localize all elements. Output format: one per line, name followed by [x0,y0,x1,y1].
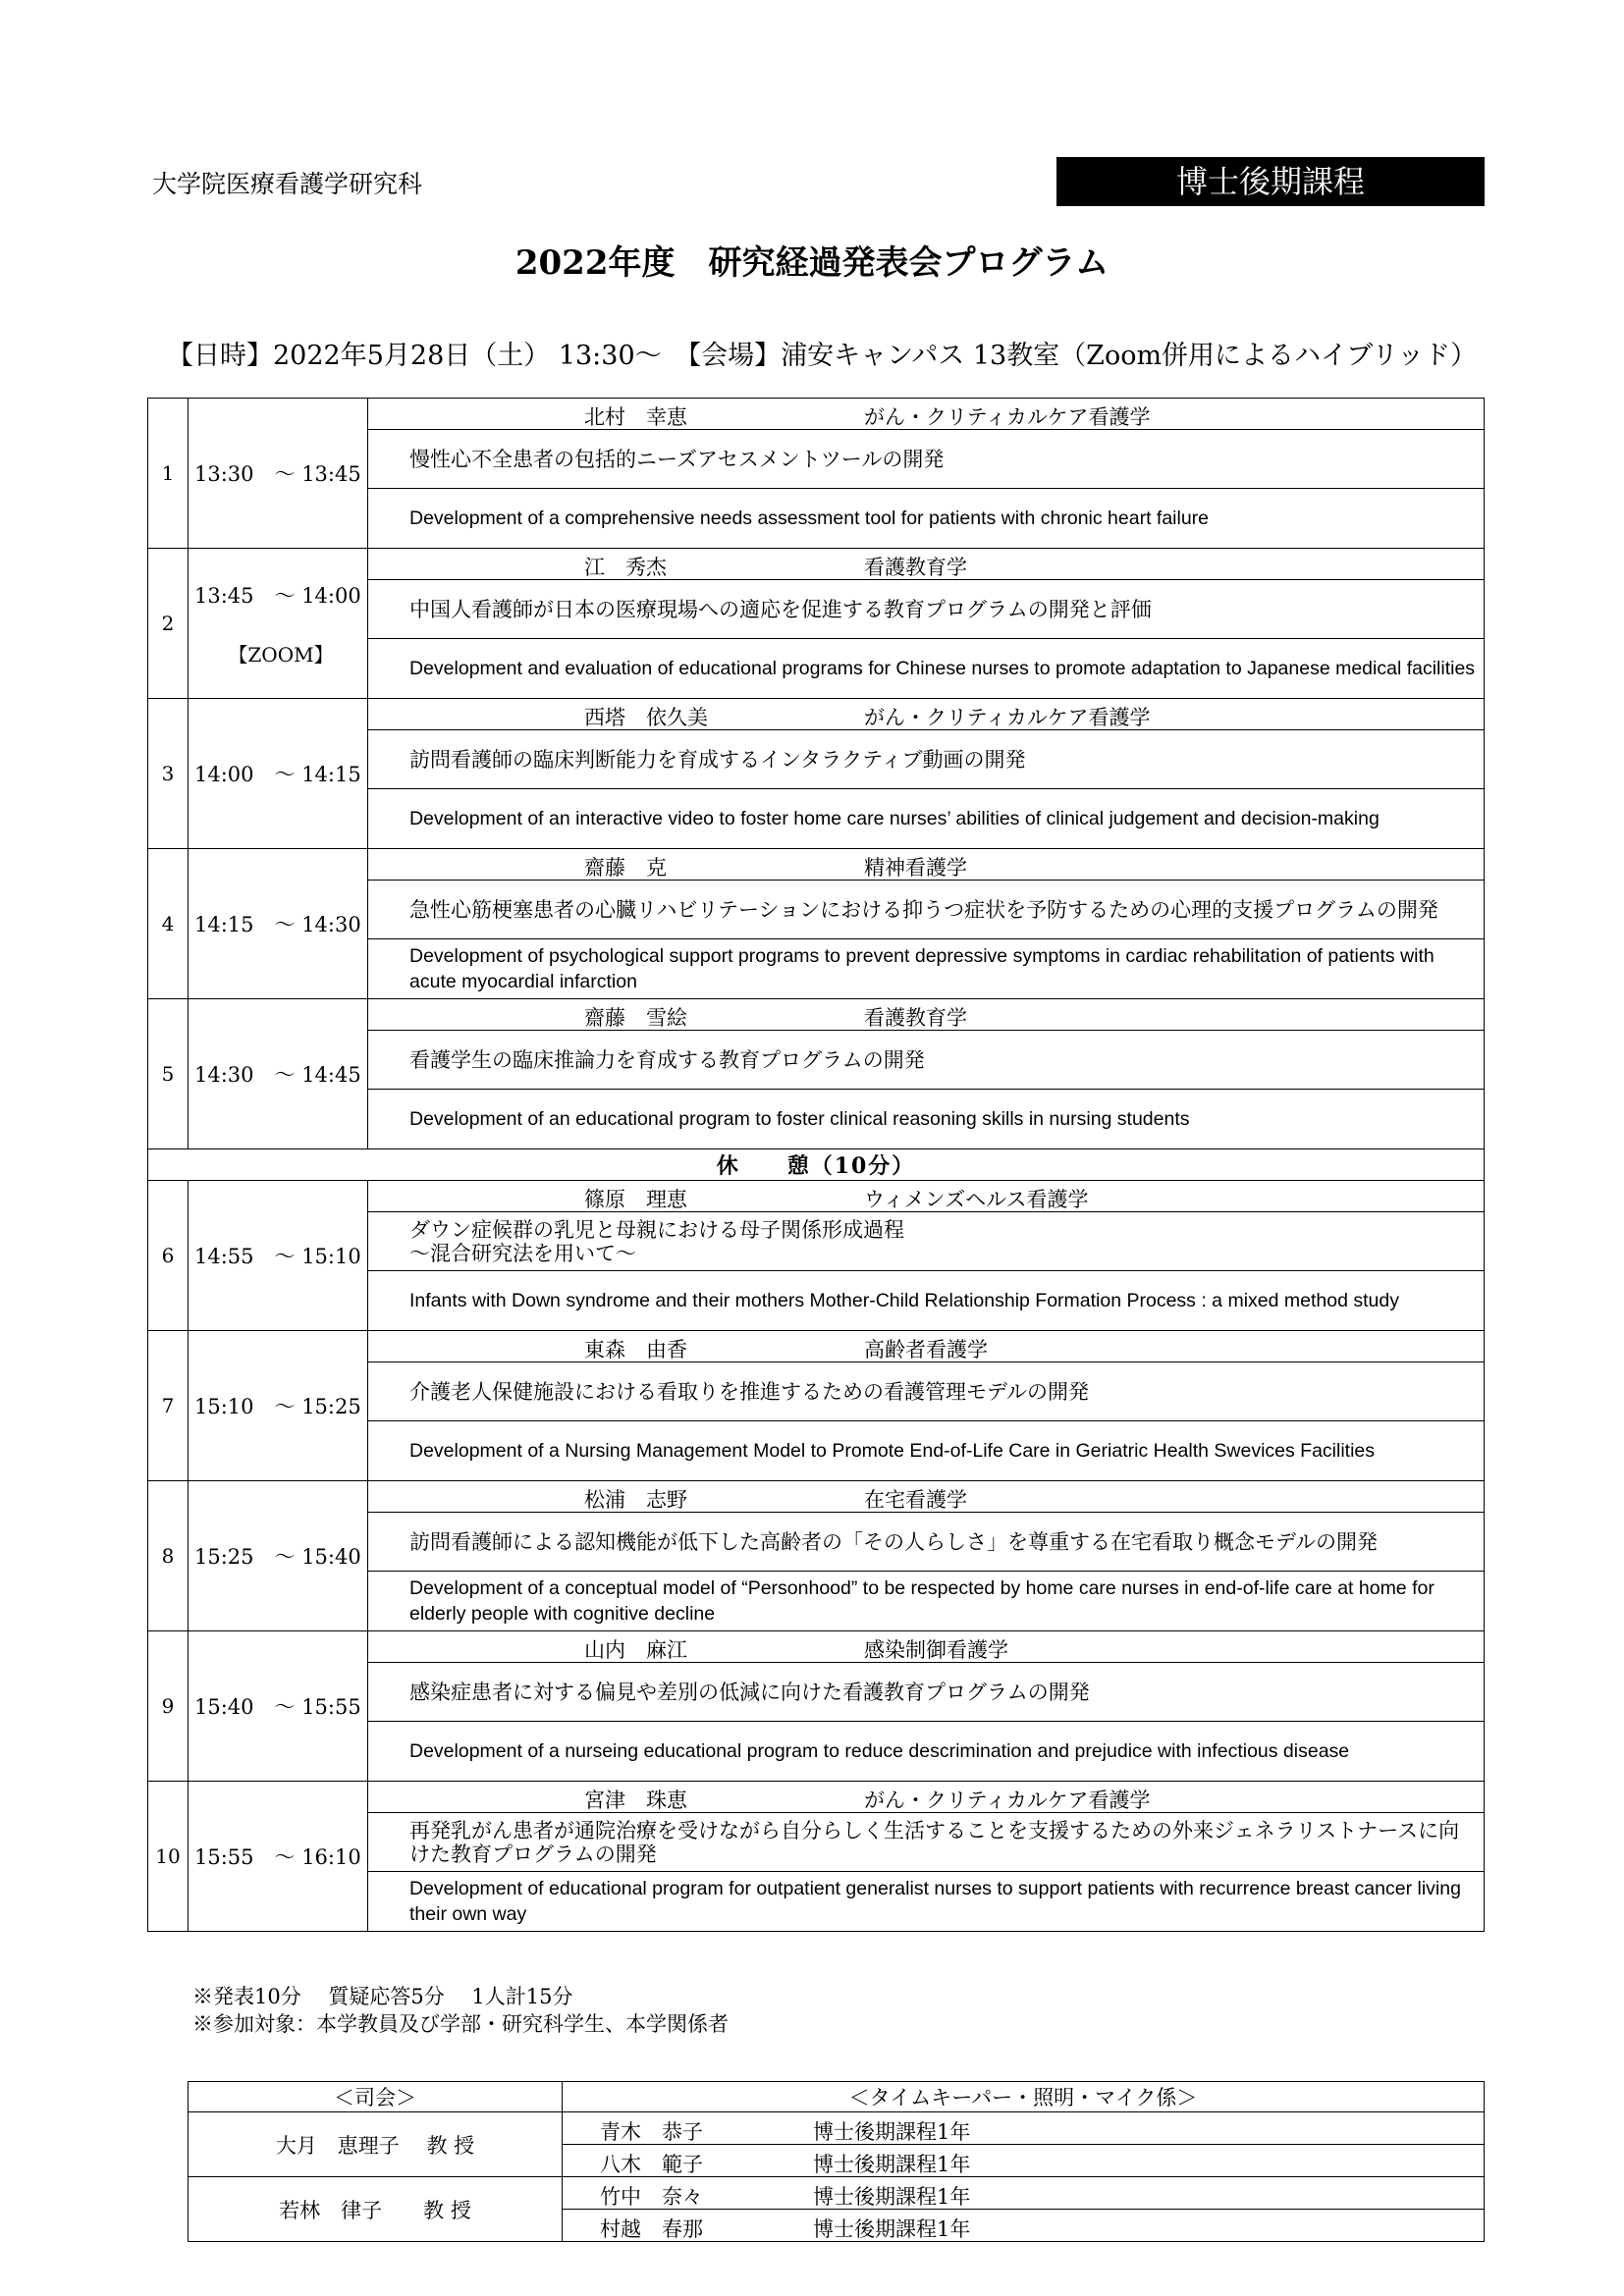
title-english [368,789,1484,848]
timekeeper-row [563,2177,1484,2210]
timekeeper-row [563,2112,1484,2145]
presenter-name: 齋藤 克 [584,856,667,880]
timekeeper-header: ＜タイムキーパー・照明・マイク係＞ [563,2082,1485,2112]
presenter-field: 在宅看護学 [864,1488,967,1512]
presenter-field: がん・クリティカルケア看護学 [864,706,1151,729]
presenter-name: 西塔 依久美 [584,706,708,729]
session-time [189,1331,368,1481]
presenter-name: 齋藤 雪絵 [584,1006,687,1030]
presenter-row [368,849,1484,881]
session-time-text: 15:10 ～ 15:25 [194,1395,361,1418]
program-row [148,1782,1485,1932]
page-title: 2022年度 研究経過発表会プログラム [514,243,1110,283]
presenter-field: ウィメンズヘルス看護学 [864,1188,1089,1211]
break-label: 休 憩（10分） [148,1149,1485,1181]
session-time [189,1481,368,1631]
timekeeper-name: 村越 春那 [600,2217,703,2241]
timekeeper-name: 青木 恭子 [600,2120,703,2144]
session-time [189,699,368,849]
date-venue-line: 【日時】2022年5月28日（土） 13:30～ 【会場】浦安キャンパス 13教室（Zoom併用によるハイブリッド） [167,341,1478,371]
title-japanese [368,881,1484,939]
title-english [368,1421,1484,1480]
session-time-text: 14:30 ～ 14:45 [194,1063,361,1087]
timekeeper-role: 博士後期課程1年 [813,2185,971,2209]
title-english-text: Development of educational program for outpatient generalist nurses to support patients with recurrence breast cancer living their own way [409,1878,1461,1925]
presenter-row [368,549,1484,580]
title-japanese-text: ダウン症候群の乳児と母親における母子関係形成過程 ～混合研究法を用いて～ [409,1217,904,1265]
title-japanese [368,1362,1484,1421]
presenter-name: 北村 幸恵 [584,405,687,429]
session-time [189,1181,368,1331]
session-number: 7 [148,1331,189,1481]
program-row [148,399,1485,549]
presenter-row [368,1481,1484,1513]
session-time [189,1631,368,1782]
session-number: 5 [148,999,189,1149]
session-time-text: 13:30 ～ 13:45 [194,462,361,486]
session-time [189,1782,368,1932]
presentation-cell [368,999,1485,1149]
presenter-row [368,1181,1484,1212]
program-row [148,849,1485,999]
presentation-cell [368,1782,1485,1932]
presenter-name: 篠原 理恵 [584,1188,687,1211]
timekeeper-role: 博士後期課程1年 [813,2217,971,2241]
presentation-cell [368,549,1485,699]
session-number: 1 [148,399,189,549]
title-japanese-text: 介護老人保健施設における看取りを推進するための看護管理モデルの開発 [409,1379,1089,1404]
title-english-text: Development of a comprehensive needs assessment tool for patients with chronic heart failure [409,507,1210,529]
timekeeper-group [563,2112,1485,2177]
session-time [189,549,368,699]
title-english [368,639,1484,698]
title-english-text: Development of a conceptual model of “Personhood” to be respected by home care nurses in end-of-life care at home for elderly people with cognitive decline [409,1577,1435,1625]
presenter-field: 高齢者看護学 [864,1338,988,1362]
presenter-field: 精神看護学 [864,856,967,880]
presentation-cell [368,1631,1485,1782]
program-row [148,1181,1485,1331]
title-english-text: Infants with Down syndrome and their mothers Mother-Child Relationship Formation Process : a mixed method study [409,1290,1399,1311]
presenter-name: 東森 由香 [584,1338,687,1362]
presenter-name: 松浦 志野 [584,1488,687,1512]
timekeeper-role: 博士後期課程1年 [813,2153,971,2176]
title-english [368,1722,1484,1781]
title-japanese-text: 訪問看護師の臨床判断能力を育成するインタラクティブ動画の開発 [409,747,1026,772]
session-time-text: 14:00 ～ 14:15 [194,763,361,786]
session-number: 10 [148,1782,189,1932]
session-time-text: 15:40 ～ 15:55 [194,1695,361,1719]
session-time-text: 15:55 ～ 16:10 [194,1845,361,1869]
title-japanese-text: 中国人看護師が日本の医療現場への適応を促進する教育プログラムの開発と評価 [409,597,1152,621]
title-japanese-text: 感染症患者に対する偏見や差別の低減に向けた看護教育プログラムの開発 [409,1680,1090,1704]
presenter-row [368,999,1484,1031]
presenter-row [368,399,1484,430]
program-row [148,999,1485,1149]
presentation-cell [368,1331,1485,1481]
title-english-text: Development of a nurseing educational program to reduce descrimination and prejudice with infectious disease [409,1740,1350,1762]
session-time-text: 15:25 ～ 15:40 [194,1545,361,1569]
session-time-text: 14:15 ～ 14:30 [194,913,361,936]
staff-table [188,2081,1485,2242]
session-time-text: 14:55 ～ 15:10 [194,1245,361,1268]
session-time [189,849,368,999]
zoom-label: 【ZOOM】 [228,642,334,667]
title-japanese-text: 再発乳がん患者が通院治療を受けながら自分らしく生活することを支援するための外来ジェネラリストナースに向けた教育プログラムの開発 [409,1818,1460,1866]
notes [192,1983,729,2038]
session-number: 6 [148,1181,189,1331]
mc-name: 大月 恵理子 教 授 [189,2112,563,2177]
title-japanese [368,430,1484,489]
title-english [368,1572,1484,1630]
program-table [147,398,1485,1932]
program-row [148,699,1485,849]
timekeeper-row [563,2145,1484,2176]
presenter-name: 江 秀杰 [584,556,667,579]
presenter-field: がん・クリティカルケア看護学 [864,1789,1151,1812]
program-row [148,549,1485,699]
session-number: 3 [148,699,189,849]
department-name: 大学院医療看護学研究科 [152,170,423,198]
program-row [148,1631,1485,1782]
presenter-name: 山内 麻江 [584,1638,687,1662]
session-number: 8 [148,1481,189,1631]
presentation-cell [368,1181,1485,1331]
title-japanese [368,1212,1484,1271]
session-time [189,399,368,549]
timekeeper-row [563,2210,1484,2241]
title-english-text: Development of psychological support programs to prevent depressive symptoms in cardiac rehabilitation of patients with acute myocardial infarction [409,945,1435,992]
presenter-row [368,1782,1484,1813]
break-row [148,1149,1485,1181]
title-english-text: Development of an interactive video to foster home care nurses’ abilities of clinical judgement and decision-making [409,808,1380,829]
mc-header: ＜司会＞ [189,2082,563,2112]
course-badge: 博士後期課程 [1056,157,1485,206]
presenter-field: がん・クリティカルケア看護学 [864,405,1151,429]
mc-name: 若林 律子 教 授 [189,2177,563,2242]
presenter-field: 感染制御看護学 [864,1638,1008,1662]
title-english-text: Development of an educational program to foster clinical reasoning skills in nursing students [409,1108,1190,1130]
title-japanese-text: 訪問看護師による認知機能が低下した高齢者の「その人らしさ」を尊重する在宅看取り概念モデルの開発 [409,1529,1378,1554]
session-number: 4 [148,849,189,999]
title-japanese-text: 看護学生の臨床推論力を育成する教育プログラムの開発 [409,1047,925,1072]
presenter-field: 看護教育学 [864,556,967,579]
timekeeper-name: 八木 範子 [600,2153,703,2176]
title-japanese [368,1813,1484,1872]
title-japanese [368,1663,1484,1722]
title-english [368,489,1484,548]
title-japanese [368,1031,1484,1090]
note-line: ※参加対象：本学教員及び学部・研究科学生、本学関係者 [192,2012,729,2036]
presentation-cell [368,849,1485,999]
presenter-name: 宮津 珠恵 [584,1789,687,1812]
session-time-text: 13:45 ～ 14:00 [194,583,361,608]
title-english [368,939,1484,998]
title-japanese-text: 急性心筋梗塞患者の心臓リハビリテーションにおける抑うつ症状を予防するための心理的支援プログラムの開発 [409,897,1438,922]
note-line: ※発表10分 質疑応答5分 1人計15分 [192,1985,573,2008]
title-english [368,1090,1484,1148]
title-english-text: Development and evaluation of educational programs for Chinese nurses to promote adaptation to Japanese medical facilities [409,658,1476,679]
timekeeper-role: 博士後期課程1年 [813,2120,971,2144]
session-time [189,999,368,1149]
presenter-row [368,699,1484,730]
timekeeper-group [563,2177,1485,2242]
title-japanese-text: 慢性心不全患者の包括的ニーズアセスメントツールの開発 [409,447,945,471]
session-number: 9 [148,1631,189,1782]
title-english-text: Development of a Nursing Management Model to Promote End-of-Life Care in Geriatric Health Swevices Facilities [409,1440,1376,1462]
presenter-row [368,1631,1484,1663]
title-english [368,1872,1484,1931]
title-japanese [368,1513,1484,1572]
presentation-cell [368,399,1485,549]
title-japanese [368,580,1484,639]
presentation-cell [368,699,1485,849]
timekeeper-name: 竹中 奈々 [600,2185,703,2209]
program-row [148,1331,1485,1481]
session-number: 2 [148,549,189,699]
title-english [368,1271,1484,1330]
presentation-cell [368,1481,1485,1631]
program-row [148,1481,1485,1631]
title-japanese [368,730,1484,789]
presenter-row [368,1331,1484,1362]
presenter-field: 看護教育学 [864,1006,967,1030]
